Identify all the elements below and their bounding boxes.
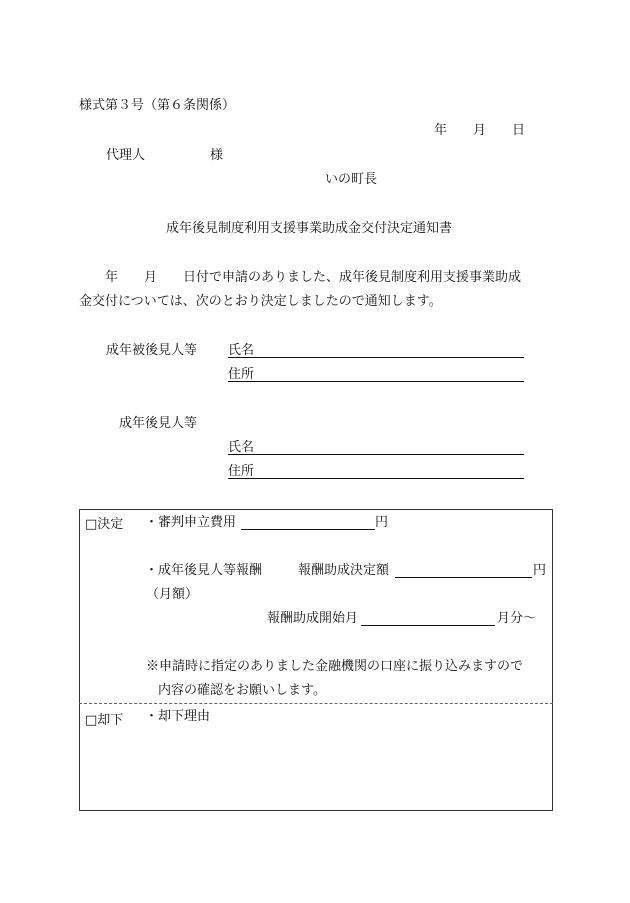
filing-fee-label: ・審判申立費用	[145, 515, 237, 530]
fee-amount-label: 報酬助成決定額	[298, 563, 390, 578]
fee-amount-field[interactable]	[395, 577, 532, 578]
addressee: 代理人 様	[106, 148, 224, 163]
fee-start-label: 報酬助成開始月	[267, 611, 359, 626]
fee-amount-yen: 円	[533, 563, 547, 578]
date-line: 年 月 日	[434, 123, 526, 138]
document-title: 成年後見制度利用支援事業助成金交付決定通知書	[166, 221, 453, 236]
guardian-address-field[interactable]	[228, 478, 524, 479]
reject-reason-label: ・却下理由	[145, 709, 211, 724]
filing-fee-yen: 円	[375, 515, 389, 530]
ward-heading: 成年被後見人等	[106, 343, 198, 358]
note-line-1: ※申請時に指定のありました金融機関の口座に振り込みますので	[146, 659, 524, 674]
ward-name-field[interactable]	[228, 357, 524, 358]
body-text-line-2: 金交付については、次のとおり決定しましたので通知します。	[79, 294, 442, 309]
form-number: 様式第３号（第６条関係）	[79, 98, 236, 113]
guardian-fee-label: ・成年後見人等報酬	[145, 563, 263, 578]
fee-start-suffix: 月分～	[497, 611, 537, 626]
ward-name-label: 氏名	[228, 343, 255, 358]
body-text-line-1: 年 月 日付で申請のありました、成年後見制度利用支援事業助成	[79, 270, 522, 285]
filing-fee-field[interactable]	[241, 529, 375, 530]
note-line-2: 内容の確認をお願いします。	[158, 683, 326, 698]
monthly-label: （月額）	[146, 587, 199, 602]
decision-divider	[79, 703, 553, 704]
ward-address-field[interactable]	[228, 381, 524, 382]
guardian-name-field[interactable]	[228, 454, 524, 455]
reject-checkbox[interactable]: □却下	[85, 713, 124, 728]
ward-address-label: 住所	[228, 367, 255, 382]
guardian-name-label: 氏名	[228, 440, 255, 455]
issuer: いの町長	[325, 172, 378, 187]
fee-start-field[interactable]	[361, 625, 495, 626]
guardian-address-label: 住所	[228, 464, 255, 479]
guardian-heading: 成年後見人等	[119, 416, 198, 431]
approve-checkbox[interactable]: □決定	[85, 517, 124, 532]
